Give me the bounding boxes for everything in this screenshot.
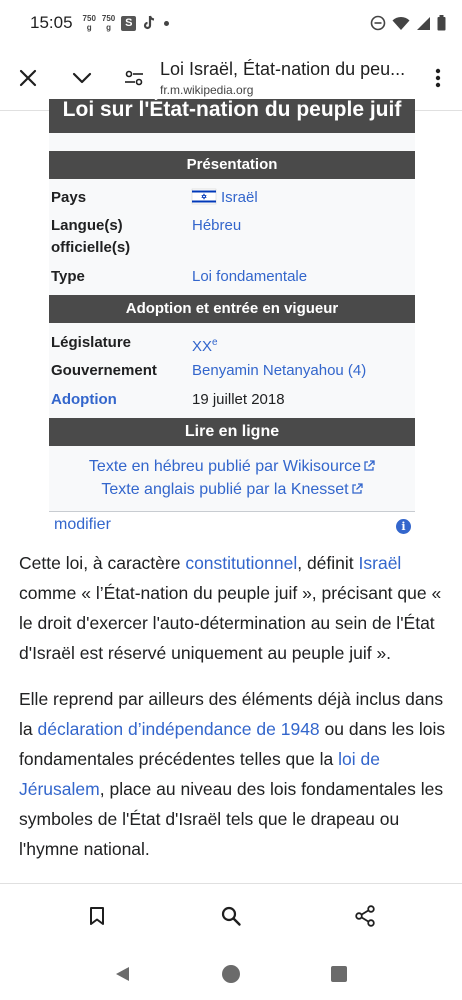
battery-icon (437, 15, 446, 31)
page-settings-button[interactable] (114, 58, 154, 98)
legislature-value-link[interactable]: XXe (192, 337, 218, 355)
loi-jerusalem-link[interactable]: loi de Jérusalem (19, 749, 380, 799)
page-title-area[interactable] (154, 59, 418, 97)
info-icon[interactable]: i (396, 519, 411, 534)
external-link-icon (363, 460, 375, 472)
bookmark-icon (89, 906, 105, 926)
home-nav-icon[interactable] (221, 964, 241, 984)
pays-value-link[interactable]: Israël (192, 187, 258, 209)
infobox-title: Loi sur l'État-nation du peuple juif (49, 99, 415, 133)
gouvernement-label: Gouvernement (51, 362, 157, 379)
close-icon (19, 69, 37, 87)
search-button[interactable] (209, 894, 253, 938)
infobox-section-adoption: Adoption et entrée en vigueur (49, 295, 415, 323)
do-not-disturb-icon (370, 15, 386, 31)
langue-value-link[interactable]: Hébreu (192, 217, 242, 234)
declaration-independance-link[interactable]: déclaration d’indépendance de 1948 (37, 719, 320, 739)
share-button[interactable] (343, 894, 387, 938)
search-icon (221, 906, 241, 926)
article-content (0, 98, 462, 883)
chevron-down-icon (72, 72, 92, 84)
tiktok-icon (142, 15, 156, 31)
type-value-link[interactable]: Loi fondamentale (192, 268, 308, 285)
pays-label: Pays (51, 189, 87, 206)
status-system-icons (370, 15, 446, 31)
app-notification-icon: S (121, 16, 136, 31)
adoption-value: 19 juillet 2018 (192, 391, 285, 408)
notification-dot-icon (164, 21, 169, 26)
gouvernement-value-link[interactable]: Benyamin Netanyahou (4) (192, 362, 367, 379)
more-options-button[interactable] (418, 58, 458, 98)
data-rate-indicator-2: 750 g (101, 14, 116, 32)
infobox-section-lire-en-ligne: Lire en ligne (49, 418, 415, 446)
more-vert-icon (435, 68, 441, 88)
hebrew-text-link[interactable]: Texte en hébreu publié par Wikisource (49, 456, 415, 478)
wifi-icon (392, 16, 410, 31)
constitutionnel-link[interactable]: constitutionnel (185, 553, 298, 573)
infobox (49, 98, 415, 511)
legislature-label: Législature (51, 334, 132, 351)
data-rate-indicator: 750 g (82, 14, 96, 32)
signal-icon (416, 16, 431, 31)
back-nav-icon[interactable] (114, 965, 132, 983)
infobox-section-presentation: Présentation (49, 151, 415, 179)
external-link-icon (351, 483, 363, 495)
page-url: fr.m.wikipedia.org (160, 83, 254, 97)
share-icon (354, 905, 376, 927)
infobox-footer (49, 511, 415, 541)
english-text-link[interactable]: Texte anglais publié par la Knesset (49, 479, 415, 501)
close-button[interactable] (8, 58, 48, 98)
system-navigation-bar (0, 948, 462, 1000)
paragraph-1: Cette loi, à caractère constitutionnel, définit Israël comme « l’État-nation du peuple juif », précisant que « le droit d'exercer l'auto-détermination au sein de l'État d'Israël est réservé uniquement au peuple juif ». (19, 553, 442, 663)
expand-button[interactable] (62, 58, 102, 98)
recents-nav-icon[interactable] (330, 965, 348, 983)
israel-flag-icon (192, 189, 216, 204)
bookmark-button[interactable] (75, 894, 119, 938)
paragraph-2: Elle reprend par ailleurs des éléments déjà inclus dans la déclaration d’indépendance de 1948 ou dans les lois fondamentales précédentes telles que la loi de Jérusalem, place au niveau des lois fondamentales les symboles de l'État d'Israël tels que le drapeau ou l'hymne national. (19, 689, 446, 859)
langue-label: Langue(s) officielle(s) (51, 217, 131, 256)
status-bar (0, 0, 462, 46)
israel-link[interactable]: Israël (358, 553, 402, 573)
page-title: Loi Israël, État-nation du peu... (160, 59, 406, 79)
status-time: 15:05 (30, 13, 73, 32)
adoption-label-link[interactable]: Adoption (51, 391, 117, 408)
tune-icon (124, 70, 144, 86)
bottom-toolbar (0, 884, 462, 948)
modifier-link[interactable]: modifier (54, 516, 111, 533)
type-label: Type (51, 268, 85, 285)
